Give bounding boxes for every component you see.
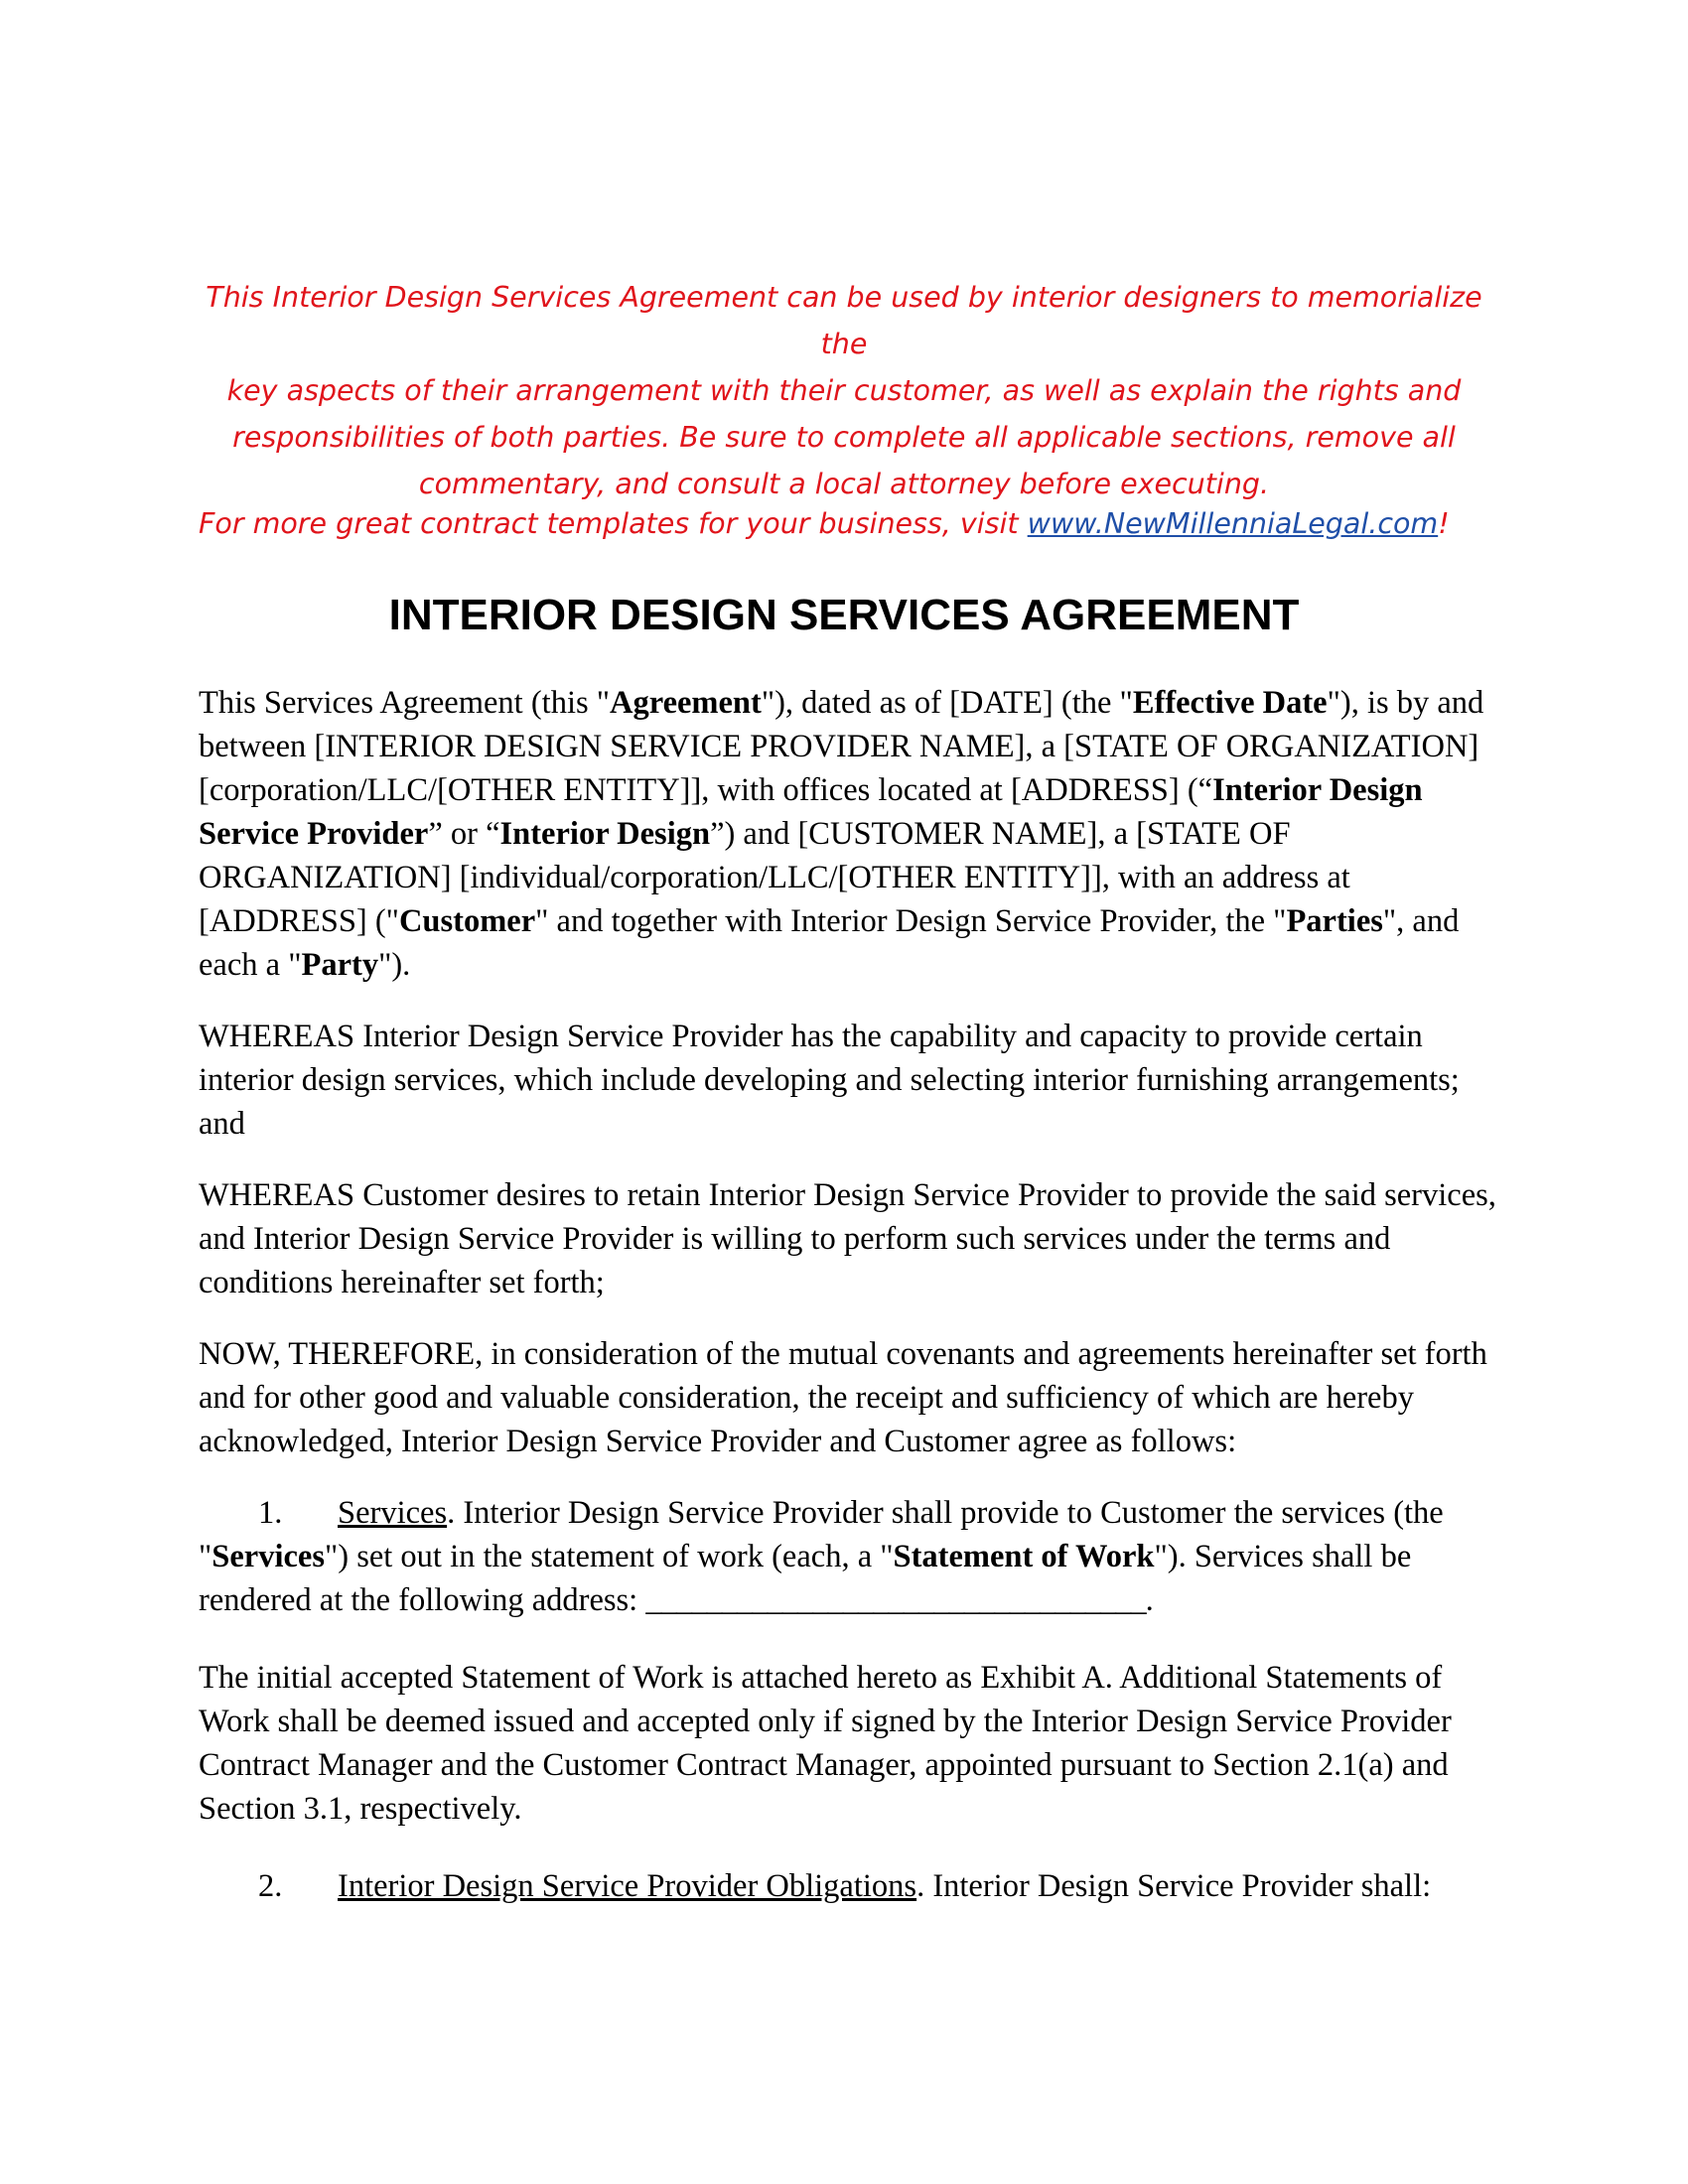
whereas-clause-2: WHEREAS Customer desires to retain Interior Design Service Provider to provide the said services, and Interior Design Service Provider is willing to perform such services under the terms and conditions hereinafter set forth;	[199, 1177, 1496, 1300]
defined-term: Interior Design Service Provider	[199, 772, 1423, 852]
section-2	[199, 1864, 1499, 1908]
intro-text: "), is by and between [INTERIOR DESIGN SERVICE PROVIDER NAME], a [STATE OF ORGANIZATION] [corporation/LLC/[OTHER ENTITY]], with offices located at [ADDRESS] (“	[199, 685, 1484, 808]
section-text: .	[1145, 1582, 1154, 1618]
section-text: ") set out in the statement of work (each, a "	[324, 1539, 894, 1574]
commentary-line: key aspects of their arrangement with their customer, as well as explain the rights and	[226, 374, 1462, 407]
address-blank-line[interactable]: _________________________________	[645, 1582, 1146, 1618]
intro-text: " and together with Interior Design Service Provider, the "	[535, 903, 1287, 939]
promo-prefix: For more great contract templates for your business, visit	[199, 507, 1028, 540]
whereas-clause-1: WHEREAS Interior Design Service Provider has the capability and capacity to provide certain interior design services, which include developing and selecting interior furnishing arrangements; and	[199, 1019, 1460, 1142]
defined-term: Agreement	[610, 685, 762, 721]
intro-text: ").	[378, 947, 411, 983]
section-heading: Interior Design Service Provider Obligations	[338, 1868, 917, 1904]
document-title: INTERIOR DESIGN SERVICES AGREEMENT	[388, 591, 1300, 639]
promo-line	[199, 500, 1489, 547]
section-1	[199, 1491, 1499, 1622]
defined-term: Statement of Work	[893, 1539, 1155, 1574]
section-text: . Interior Design Service Provider shall provide to Customer the services (the "	[199, 1495, 1444, 1574]
section-heading: Services	[338, 1495, 448, 1531]
now-therefore-clause: NOW, THEREFORE, in consideration of the mutual covenants and agreements hereinafter set forth and for other good and valuable consideration, the receipt and sufficiency of which are hereby acknowledged, Interior Design Service Provider and Customer agree as follows:	[199, 1336, 1487, 1459]
intro-paragraph	[199, 681, 1499, 987]
commentary-line: This Interior Design Services Agreement can be used by interior designers to memorialize the	[206, 281, 1482, 360]
commentary-line: commentary, and consult a local attorney before executing.	[418, 468, 1270, 500]
intro-text: "), dated as of [DATE] (the "	[761, 685, 1133, 721]
defined-term: Customer	[398, 903, 536, 939]
section-text: . Interior Design Service Provider shall:	[916, 1868, 1432, 1904]
intro-text: ” or “	[428, 816, 500, 852]
defined-term: Interior Design	[499, 816, 711, 852]
intro-text: ", and each a "	[199, 903, 1460, 983]
section-number: 2.	[258, 1868, 283, 1904]
defined-term: Effective Date	[1132, 685, 1328, 721]
section-number: 1.	[258, 1495, 283, 1531]
section-text: "). Services shall be rendered at the following address:	[199, 1539, 1412, 1618]
defined-term: Parties	[1286, 903, 1383, 939]
website-link[interactable]: www.NewMillenniaLegal.com	[1027, 507, 1439, 540]
intro-text: This Services Agreement (this "	[199, 685, 611, 721]
intro-text: ”) and [CUSTOMER NAME], a [STATE OF ORGANIZATION] [individual/corporation/LLC/[OTHER ENTITY]], with an address at [ADDRESS] ("	[199, 816, 1350, 939]
defined-term: Party	[301, 947, 379, 983]
commentary-line: responsibilities of both parties. Be sure to complete all applicable sections, remove all	[232, 421, 1456, 454]
defined-term: Services	[211, 1539, 325, 1574]
promo-suffix: !	[1438, 507, 1450, 540]
commentary-note	[199, 274, 1489, 507]
initial-sow-paragraph: The initial accepted Statement of Work is attached hereto as Exhibit A. Additional Statements of Work shall be deemed issued and accepted only if signed by the Interior Design Service Provider Contract Manager and the Customer Contract Manager, appointed pursuant to Section 2.1(a) and Section 3.1, respectively.	[199, 1660, 1452, 1827]
